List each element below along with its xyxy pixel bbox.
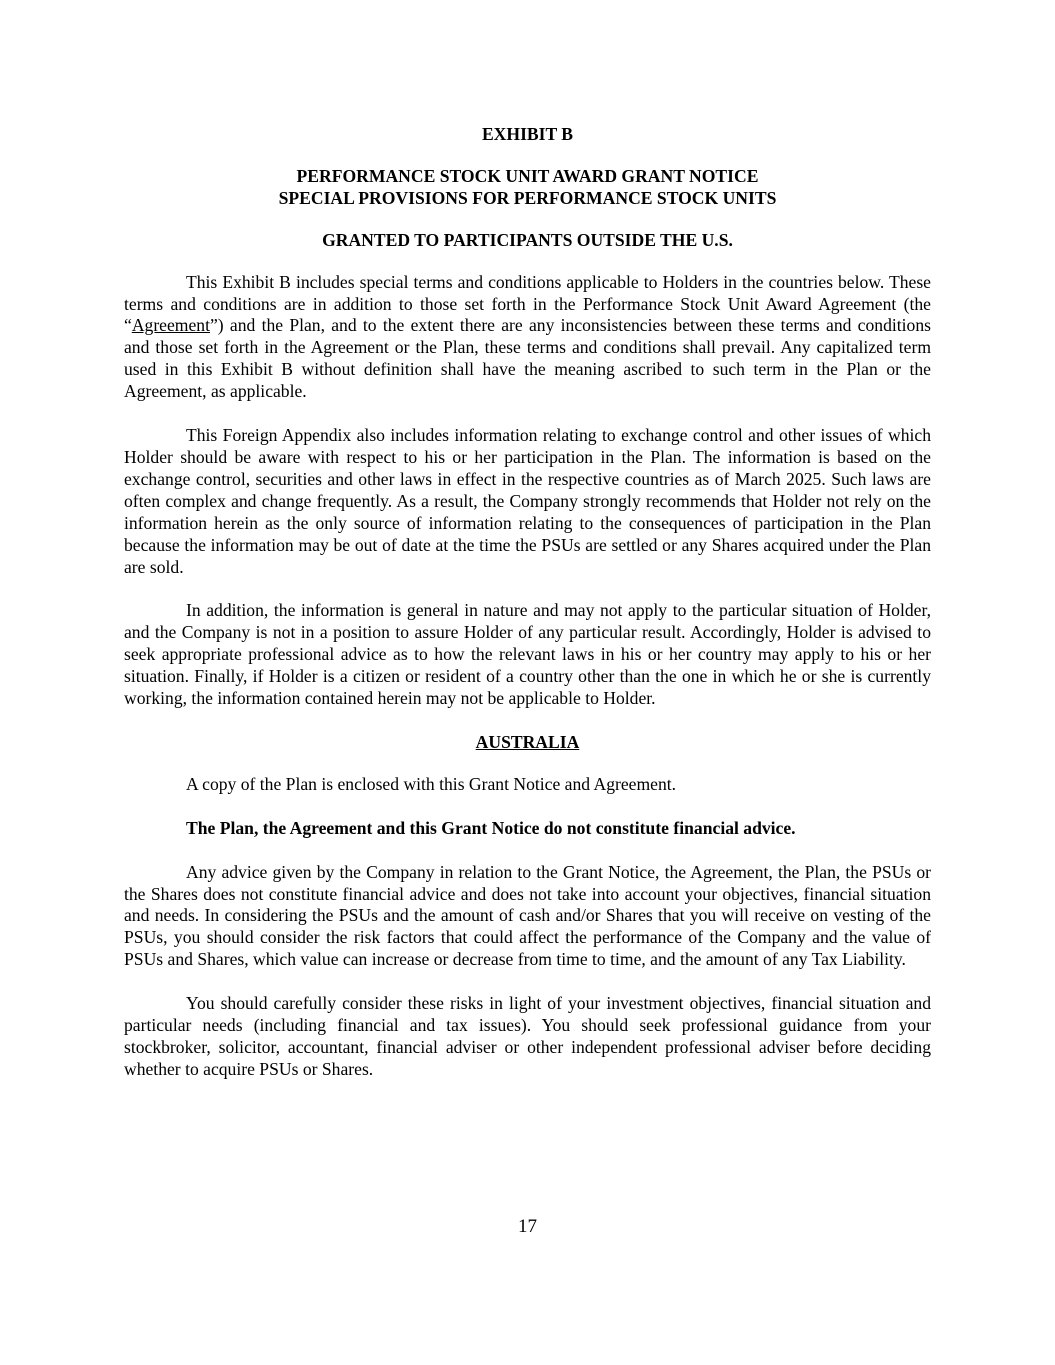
australia-heading: AUSTRALIA xyxy=(475,731,580,752)
australia-paragraph-1: A copy of the Plan is enclosed with this Grant Notice and Agreement. xyxy=(186,773,677,794)
document-title-block xyxy=(124,166,931,210)
document-title-line-1: PERFORMANCE STOCK UNIT AWARD GRANT NOTICE xyxy=(296,165,759,186)
australia-paragraph-4: You should carefully consider these risks in light of your investment objectives, financial situation and particular needs (including financial and tax issues). You should seek professional guidance from your stockbroker, solicitor, accountant, financial adviser or other independent professional adviser before deciding whether to acquire PSUs or Shares. xyxy=(124,993,931,1079)
australia-bold-notice: The Plan, the Agreement and this Grant Notice do not constitute financial advice. xyxy=(186,817,796,838)
agreement-defined-term: Agreement xyxy=(131,315,210,336)
intro-paragraph-3: In addition, the information is general in nature and may not apply to the particular situation of Holder, and the Company is not in a position to assure Holder of any particular result. Accordingly, Holder is advised to seek appropriate professional advice as to how the relevant laws in his or her country may apply to his or her situation. Finally, if Holder is a citizen or resident of a country other than the one in which he or she is currently working, the information contained herein may not be applicable to Holder. xyxy=(124,600,931,709)
intro-p1-after: ”) and the Plan, and to the extent there are any inconsistencies between these terms and conditions and those set forth in the Agreement or the Plan, these terms and conditions shall prevail. Any capitalized term used in this Exhibit B without definition shall have the meaning ascribed to such term in the Plan or the Agreement, as applicable. xyxy=(124,315,931,402)
document-page xyxy=(124,124,931,1103)
intro-paragraph-2: This Foreign Appendix also includes information relating to exchange control and other issues of which Holder should be aware with respect to his or her participation in the Plan. The information is based on the exchange control, securities and other laws in effect in the respective countries as of March 2025. Such laws are often complex and change frequently. As a result, the Company strongly recommends that Holder not rely on the information herein as the only source of information relating to the consequences of participation in the Plan because the information may be out of date at the time the PSUs are settled or any Shares acquired under the Plan are sold. xyxy=(124,425,931,577)
document-title-line-3: GRANTED TO PARTICIPANTS OUTSIDE THE U.S. xyxy=(322,229,733,250)
page-number: 17 xyxy=(518,1216,537,1237)
exhibit-title: EXHIBIT B xyxy=(481,124,574,144)
intro-p1-before: This Exhibit B includes special terms and conditions applicable to Holders in the countries below. These terms and conditions are in addition to those set forth in the Performance Stock Unit Award Agreement (the “ xyxy=(124,271,931,336)
document-title-line-2: SPECIAL PROVISIONS FOR PERFORMANCE STOCK UNITS xyxy=(278,187,777,208)
australia-paragraph-3: Any advice given by the Company in relation to the Grant Notice, the Agreement, the Plan, the PSUs or the Shares does not constitute financial advice and does not take into account your objectives, financial situation and needs. In considering the PSUs and the amount of cash and/or Shares that you will receive on vesting of the PSUs, you should consider the risk factors that could affect the performance of the Company and the value of PSUs and Shares, which value can increase or decrease from time to time, and the amount of any Tax Liability. xyxy=(124,861,931,970)
intro-paragraph-1 xyxy=(124,272,931,403)
